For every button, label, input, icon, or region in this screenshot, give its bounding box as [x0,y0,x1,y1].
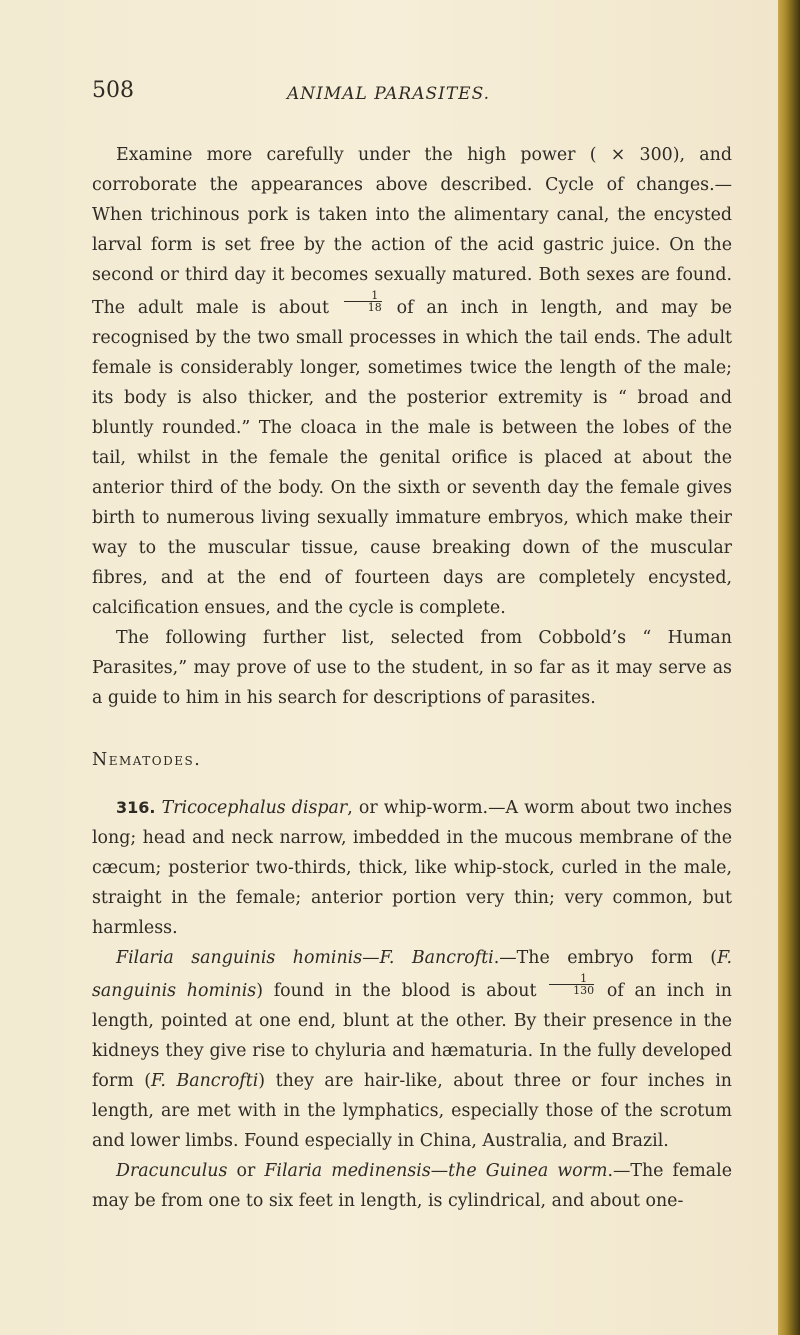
running-head: ANIMAL PARASITES. [287,84,491,104]
fraction-130th: $\frac{1}{130}$ [549,973,594,996]
section-title-nematodes: Nematodes. [92,750,202,770]
entry-316: 316. Tricocephalus dispar, or whip-worm.—A worm about two inches long; head and neck narrow, imbedded in the mucous membrane of the cæcum; posterior two-thirds, thick, like whip-stock, curled in the male, straight in the female; anterior portion very thin; very common, but harmless. [92,798,732,938]
paragraph-cobbold-list: The following further list, selected from Cobbold’s “ Human Parasites,” may prove of use to the student, in so far as it may serve as a guide to him in his search for descriptions of parasites. [92,628,732,708]
page-header [92,78,732,108]
species-name: F. sanguinis hominis [92,948,732,1001]
species-name: Filaria sanguinis hominis [116,948,363,968]
fraction-eighteenth: $\frac{1}{18}$ [344,290,382,313]
species-name: Filaria medinensis [264,1161,431,1181]
page-number: 508 [92,78,134,103]
paragraph-cycle-of-changes: Examine more carefully under the high power ( × 300), and corroborate the appearances above described. Cycle of changes.—When trichinous pork is taken into the alimentary canal, the encysted larval form is set free by the action of the acid gastric juice. On the second or third day it becomes sexually matured. Both sexes are found. The adult male is about $\frac{1}{18}$ of an inch in length, and may be recognised by the two small processes in which the tail ends. The adult female is considerably longer, sometimes twice the length of the male; its body is also thicker, and the posterior extremity is “ broad and bluntly rounded.” The cloaca in the male is between the lobes of the tail, whilst in the female the genital orifice is placed at about the anterior third of the body. On the sixth or seventh day the female gives birth to numerous living sexually immature embryos, which make their way to the muscular tissue, cause breaking down of the muscular fibres, and at the end of fourteen days are completely encysted, calcification ensues, and the cycle is complete. [92,145,732,618]
entry-number: 316. [116,798,156,817]
entry-filaria: Filaria sanguinis hominis—F. Bancrofti.—The embryo form (F. sanguinis hominis) found in the blood is about $\frac{1}{130}$ of an inch in length, pointed at one end, blunt at the other. By their presence in the kidneys they give rise to chyluria and hæmaturia. In the fully developed form (F. Bancrofti) they are hair-like, about three or four inches in length, are met with in the lymphatics, especially those of the scrotum and lower limbs. Found especially in China, Australia, and Brazil. [92,948,733,1151]
entry-dracunculus: Dracunculus or Filaria medinensis—the Guinea worm.—The female may be from one to six feet in length, is cylindrical, and about one- [92,1161,732,1211]
species-name: the Guinea worm [448,1161,608,1181]
body-text [92,140,732,1216]
species-name: F. Bancrofti [379,948,494,968]
species-name: Tricocephalus dispar [161,798,348,818]
book-binding-edge [778,0,800,1335]
species-name: F. Bancrofti [151,1071,259,1091]
species-name: Dracunculus [116,1161,228,1181]
